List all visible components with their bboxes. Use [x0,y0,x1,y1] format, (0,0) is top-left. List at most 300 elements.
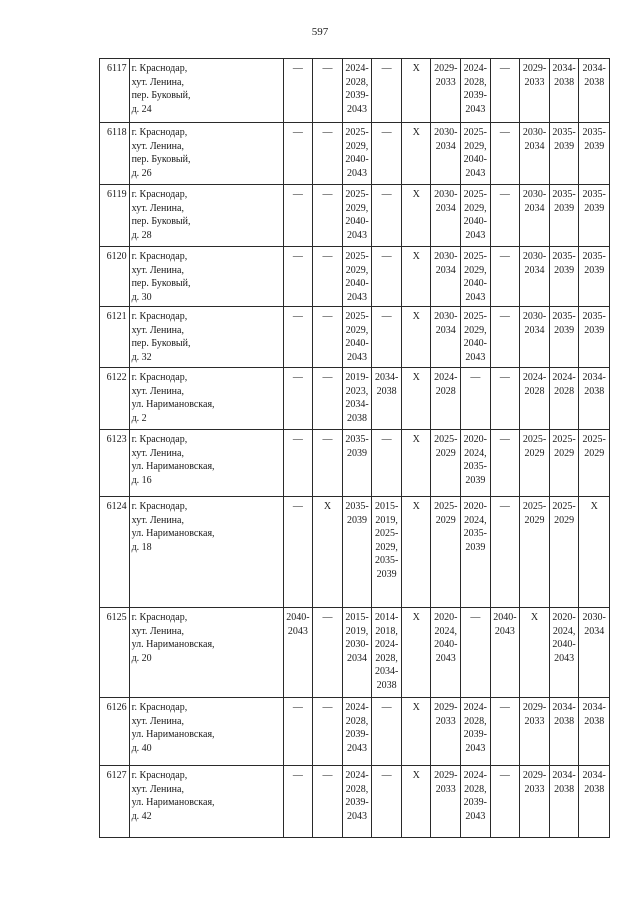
address-line: г. Краснодар, [131,189,188,200]
table-row [100,368,610,430]
period-cell [431,368,461,430]
period-value: — [292,434,303,445]
row-number: 6127 [100,766,130,838]
period-value: 2025- 2029, 2040- 2043 [345,127,369,179]
address-line: пер. Буковый, [131,216,191,227]
period-cell [313,368,343,430]
period-cell [579,307,610,368]
period-cell [342,368,372,430]
period-value: X [412,63,420,74]
period-value: 2024- 2028, 2039- 2043 [463,63,488,115]
period-cell [342,247,372,307]
period-cell [549,247,579,307]
period-value: — [499,702,510,713]
period-value: 2030- 2034 [522,127,547,152]
period-value: — [381,311,392,322]
period-cell [520,608,550,698]
period-value: 2035- 2039 [582,189,606,214]
row-number: 6126 [100,698,130,766]
period-value: 2029- 2033 [434,63,458,88]
address-line: пер. Буковый, [131,338,191,349]
period-cell [579,368,610,430]
period-cell [283,608,313,698]
period-value: — [322,63,333,74]
period-cell [579,247,610,307]
period-value: X [412,311,420,322]
period-value: 2030- 2034 [582,612,606,637]
period-cell [372,497,402,608]
period-value: — [292,702,303,713]
period-cell [313,123,343,185]
period-value: 2029- 2033 [522,63,547,88]
period-value: 2024- 2028, 2039- 2043 [345,63,369,115]
address-cell [129,59,283,123]
period-value: 2030- 2034 [434,311,458,336]
period-value: X [412,189,420,200]
period-cell [313,608,343,698]
period-cell [313,307,343,368]
row-number: 6117 [100,59,130,123]
address-line: г. Краснодар, [131,501,188,512]
period-cell [342,307,372,368]
period-value: — [381,189,392,200]
address-line: г. Краснодар, [131,612,188,623]
period-cell [313,247,343,307]
address-cell [129,766,283,838]
period-cell [520,698,550,766]
period-value: 2035- 2039 [552,251,576,276]
row-number: 6122 [100,368,130,430]
address-cell [129,368,283,430]
period-cell [461,307,491,368]
period-value: 2035- 2039 [582,251,606,276]
address-line: г. Краснодар, [131,311,188,322]
address-cell [129,497,283,608]
period-cell [579,123,610,185]
period-value: X [323,501,332,512]
period-value: — [322,127,333,138]
period-value: 2035- 2039 [345,434,369,459]
period-value: — [322,189,333,200]
period-cell [431,59,461,123]
table-row [100,766,610,838]
period-cell [283,698,313,766]
table-row [100,698,610,766]
period-cell [313,698,343,766]
address-cell [129,247,283,307]
period-cell [401,185,431,247]
period-cell [401,430,431,497]
row-number: 6125 [100,608,130,698]
period-cell [549,430,579,497]
address-line: пер. Буковый, [131,90,191,101]
period-value: 2030- 2034 [434,251,458,276]
table-row [100,497,610,608]
address-cell [129,608,283,698]
address-line: д. 30 [131,291,152,303]
period-cell [401,766,431,838]
period-value: 2034- 2038 [582,770,606,795]
period-value: X [412,770,420,781]
period-cell [490,698,520,766]
period-value: 2025- 2029, 2040- 2043 [345,251,369,303]
address-line: хут. Ленина, [131,76,184,88]
period-cell [401,368,431,430]
period-cell [313,59,343,123]
period-value: 2034- 2038 [552,63,576,88]
period-value: — [322,251,333,262]
period-cell [490,247,520,307]
table-row [100,123,610,185]
period-cell [342,608,372,698]
period-value: 2034- 2038 [582,702,606,727]
period-value: — [292,372,303,383]
period-value: 2025- 2029 [552,434,576,459]
period-cell [372,307,402,368]
period-cell [431,430,461,497]
address-line: д. 18 [131,541,152,553]
period-value: 2035- 2039 [552,127,576,152]
period-value: 2040- 2043 [493,612,517,637]
period-cell [431,247,461,307]
row-number: 6124 [100,497,130,608]
period-cell [520,185,550,247]
address-cell [129,698,283,766]
address-line: ул. Наримановская, [131,639,215,650]
address-line: д. 2 [131,412,147,424]
period-value: X [412,434,420,445]
period-value: X [412,372,420,383]
period-cell [342,698,372,766]
address-line: хут. Ленина, [131,514,184,526]
period-cell [372,123,402,185]
period-cell [342,59,372,123]
address-line: д. 40 [131,742,152,754]
period-cell [490,430,520,497]
address-line: хут. Ленина, [131,324,184,336]
period-cell [283,430,313,497]
period-value: — [292,63,303,74]
table-row [100,247,610,307]
period-cell [461,608,491,698]
table-row [100,59,610,123]
period-value: 2030- 2034 [522,251,547,276]
period-cell [549,59,579,123]
period-value: — [470,612,481,623]
period-cell [461,497,491,608]
address-line: пер. Буковый, [131,154,191,165]
period-value: — [292,127,303,138]
period-cell [579,698,610,766]
period-value: 2025- 2029, 2040- 2043 [463,251,488,303]
address-line: хут. Ленина, [131,783,184,795]
address-line: хут. Ленина, [131,625,184,637]
period-value: — [381,702,392,713]
period-value: 2025- 2029, 2040- 2043 [463,311,488,363]
schedule-table [99,58,610,838]
period-cell [579,497,610,608]
period-value: — [292,770,303,781]
period-value: — [381,770,392,781]
period-cell [372,766,402,838]
period-cell [520,497,550,608]
period-value: — [381,251,392,262]
period-value: 2025- 2029 [522,434,547,459]
period-value: 2024- 2028, 2039- 2043 [345,702,369,754]
period-cell [313,497,343,608]
period-value: X [590,501,598,512]
period-value: — [292,251,303,262]
period-value: 2034- 2038 [552,702,576,727]
period-cell [283,307,313,368]
period-cell [520,307,550,368]
page-number: 597 [311,26,329,38]
address-line: хут. Ленина, [131,447,184,459]
period-value: — [292,501,303,512]
period-value: — [499,770,510,781]
period-value: 2015- 2019, 2025- 2029, 2035- 2039 [374,501,399,580]
period-cell [283,185,313,247]
address-line: д. 42 [131,810,152,822]
period-cell [313,185,343,247]
row-number: 6118 [100,123,130,185]
address-line: г. Краснодар, [131,372,188,383]
period-cell [283,247,313,307]
period-value: — [322,434,333,445]
period-value: 2030- 2034 [522,311,547,336]
period-value: 2025- 2029 [552,501,576,526]
period-cell [579,430,610,497]
period-cell [372,698,402,766]
period-cell [372,368,402,430]
period-cell [490,368,520,430]
period-value: — [292,189,303,200]
address-cell [129,123,283,185]
address-line: д. 28 [131,229,152,241]
period-value: — [499,434,510,445]
address-line: д. 26 [131,167,152,179]
address-line: хут. Ленина, [131,202,184,214]
period-value: — [499,189,510,200]
address-line: хут. Ленина, [131,715,184,727]
period-value: 2014- 2018, 2024- 2028, 2034- 2038 [374,612,399,691]
period-value: X [412,612,420,623]
period-value: — [292,311,303,322]
address-line: г. Краснодар, [131,434,188,445]
period-cell [342,430,372,497]
period-cell [342,123,372,185]
period-cell [490,307,520,368]
period-cell [579,608,610,698]
period-cell [490,497,520,608]
period-cell [549,497,579,608]
period-cell [549,766,579,838]
period-value: 2034- 2038 [374,372,399,397]
period-cell [520,430,550,497]
period-value: — [381,434,392,445]
period-value: 2030- 2034 [434,127,458,152]
period-value: 2034- 2038 [582,372,606,397]
period-cell [283,59,313,123]
period-value: 2024- 2028, 2039- 2043 [463,702,488,754]
period-cell [401,698,431,766]
period-cell [549,185,579,247]
row-number: 6120 [100,247,130,307]
period-cell [490,766,520,838]
period-value: 2029- 2033 [434,702,458,727]
row-number: 6119 [100,185,130,247]
address-line: ул. Наримановская, [131,528,215,539]
period-value: — [381,63,392,74]
period-cell [490,185,520,247]
period-value: — [499,311,510,322]
address-line: пер. Буковый, [131,278,191,289]
period-cell [579,59,610,123]
period-cell [283,497,313,608]
period-cell [431,123,461,185]
period-value: 2035- 2039 [552,311,576,336]
period-cell [549,608,579,698]
period-cell [520,123,550,185]
period-cell [520,368,550,430]
period-cell [313,430,343,497]
period-value: 2020- 2024, 2035- 2039 [463,501,488,553]
period-value: — [322,702,333,713]
period-value: — [381,127,392,138]
period-cell [461,123,491,185]
period-cell [579,185,610,247]
period-value: 2034- 2038 [552,770,576,795]
period-value: 2025- 2029 [582,434,606,459]
period-cell [372,185,402,247]
period-cell [549,368,579,430]
table-row [100,430,610,497]
period-value: 2024- 2028 [552,372,576,397]
address-line: хут. Ленина, [131,264,184,276]
period-cell [520,59,550,123]
period-cell [283,766,313,838]
period-value: 2020- 2024, 2040- 2043 [434,612,458,664]
period-value: — [499,372,510,383]
period-cell [342,185,372,247]
period-cell [461,368,491,430]
period-cell [372,247,402,307]
period-value: 2025- 2029, 2040- 2043 [345,311,369,363]
period-cell [283,368,313,430]
period-cell [461,185,491,247]
address-line: г. Краснодар, [131,770,188,781]
table-row [100,608,610,698]
period-cell [549,307,579,368]
period-cell [342,766,372,838]
period-cell [372,430,402,497]
row-number: 6121 [100,307,130,368]
period-value: 2019- 2023, 2034- 2038 [345,372,369,424]
period-cell [461,430,491,497]
address-line: г. Краснодар, [131,63,188,74]
period-cell [431,307,461,368]
period-value: 2024- 2028 [434,372,458,397]
address-line: г. Краснодар, [131,127,188,138]
address-line: д. 32 [131,351,152,363]
period-cell [549,698,579,766]
row-number: 6123 [100,430,130,497]
period-value: 2015- 2019, 2030- 2034 [345,612,369,664]
period-cell [520,766,550,838]
period-cell [431,608,461,698]
period-cell [401,247,431,307]
period-value: X [412,251,420,262]
period-value: 2040- 2043 [286,612,310,637]
address-line: г. Краснодар, [131,702,188,713]
period-value: X [412,702,420,713]
period-value: X [412,127,420,138]
period-value: 2020- 2024, 2035- 2039 [463,434,488,486]
address-cell [129,185,283,247]
period-value: 2025- 2029, 2040- 2043 [463,127,488,179]
period-cell [401,497,431,608]
period-value: 2025- 2029 [434,434,458,459]
period-cell [401,59,431,123]
period-value: — [322,372,333,383]
period-cell [431,185,461,247]
table-row [100,185,610,247]
period-cell [490,123,520,185]
period-value: 2035- 2039 [582,311,606,336]
address-line: г. Краснодар, [131,251,188,262]
period-cell [372,59,402,123]
period-cell [401,307,431,368]
period-value: 2029- 2033 [434,770,458,795]
address-line: д. 24 [131,103,152,115]
period-cell [520,247,550,307]
period-cell [431,497,461,608]
address-line: ул. Наримановская, [131,399,215,410]
period-value: 2024- 2028, 2039- 2043 [345,770,369,822]
address-line: хут. Ленина, [131,140,184,152]
address-line: д. 16 [131,474,152,486]
period-value: 2025- 2029, 2040- 2043 [345,189,369,241]
period-cell [283,123,313,185]
period-cell [372,608,402,698]
address-line: д. 20 [131,652,152,664]
period-value: — [322,770,333,781]
period-cell [490,608,520,698]
address-line: хут. Ленина, [131,385,184,397]
period-cell [401,608,431,698]
period-value: 2024- 2028, 2039- 2043 [463,770,488,822]
table-row [100,307,610,368]
period-value: 2030- 2034 [522,189,547,214]
period-cell [461,247,491,307]
period-cell [401,123,431,185]
period-value: X [412,501,420,512]
period-cell [431,766,461,838]
period-value: 2035- 2039 [345,501,369,526]
period-value: X [530,612,539,623]
period-cell [431,698,461,766]
period-value: 2025- 2029, 2040- 2043 [463,189,488,241]
period-value: 2029- 2033 [522,770,547,795]
period-cell [549,123,579,185]
period-value: 2030- 2034 [434,189,458,214]
address-line: ул. Наримановская, [131,797,215,808]
period-value: — [499,127,510,138]
period-value: 2035- 2039 [582,127,606,152]
period-value: 2025- 2029 [434,501,458,526]
period-value: 2025- 2029 [522,501,547,526]
period-cell [461,698,491,766]
